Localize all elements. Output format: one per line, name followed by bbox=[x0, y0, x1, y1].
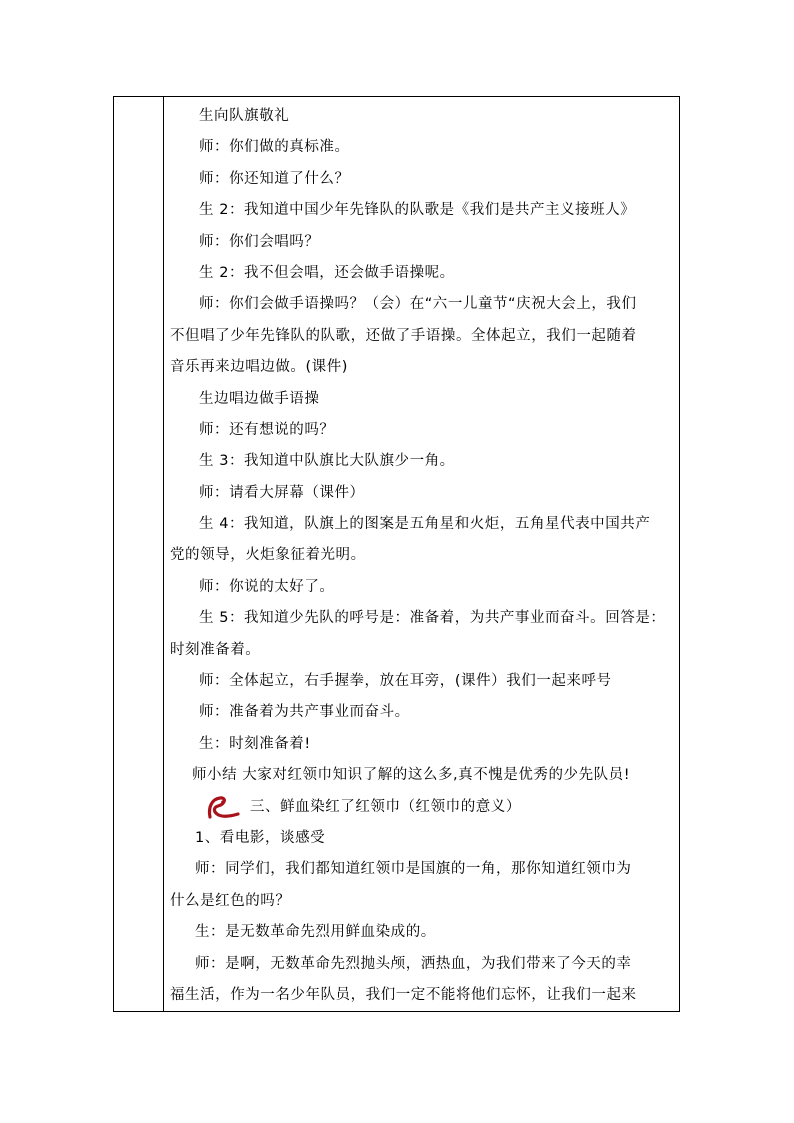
text-line: 什么是红色的吗？ bbox=[170, 892, 291, 909]
text-line: 师：准备着为共产事业而奋斗。 bbox=[199, 704, 410, 721]
text-line: 师：还有想说的吗？ bbox=[199, 421, 335, 438]
text-line: 生向队旗敬礼 bbox=[199, 108, 290, 124]
text-line: 福生活，作为一名少年队员，我们一定不能将他们忘怀，让我们一起来 bbox=[170, 986, 637, 1003]
text-line: 生边唱边做手语操 bbox=[199, 390, 320, 407]
text-line: 师：你们做的真标准。 bbox=[199, 139, 350, 156]
text-line: 师：你们会做手语操吗？（会）在“六一儿童节“庆祝大会上，我们 bbox=[199, 296, 637, 313]
text-line: 生 2：我不但会唱，还会做手语操呢。 bbox=[199, 264, 455, 281]
text-line: 音乐再来边唱边做。(课件) bbox=[170, 359, 348, 376]
section-heading-row bbox=[170, 792, 673, 823]
text-line: 生：是无数革命先烈用鲜血染成的。 bbox=[195, 924, 436, 941]
summary-line: 师小结 大家对红领巾知识了解的这么多,真不愧是优秀的少先队员! bbox=[192, 767, 631, 784]
text-line: 1、看电影，谈感受 bbox=[195, 829, 326, 846]
text-line: 党的领导，火炬象征着光明。 bbox=[170, 547, 366, 564]
text-line: 师：是啊，无数革命先烈抛头颅，洒热血，为我们带来了今天的幸 bbox=[195, 955, 632, 972]
text-line: 师：你还知道了什么？ bbox=[199, 170, 350, 187]
text-line: 生 2：我知道中国少年先锋队的队歌是《我们是共产主义接班人》 bbox=[199, 202, 636, 219]
text-line: 时刻准备着。 bbox=[170, 641, 261, 658]
text-line: 生 4：我知道，队旗上的图案是五角星和火炬，五角星代表中国共产 bbox=[199, 516, 651, 533]
text-line: 师：全体起立，右手握拳，放在耳旁，(课件）我们一起来呼号 bbox=[199, 673, 612, 690]
text-line: 生 3：我知道中队旗比大队旗少一角。 bbox=[199, 453, 455, 470]
text-line: 生：时刻准备着! bbox=[199, 735, 311, 752]
text-line: 师：同学们，我们都知道红领巾是国旗的一角，那你知道红领巾为 bbox=[195, 861, 632, 878]
text-line: 不但唱了少年先锋队的队歌，还做了手语操。全体起立，我们一起随着 bbox=[170, 327, 637, 344]
lesson-table bbox=[113, 96, 680, 1012]
text-line: 师：你们会唱吗？ bbox=[199, 233, 320, 250]
red-calligraphy-flourish-icon bbox=[204, 793, 244, 821]
lesson-content-cell bbox=[164, 97, 679, 1011]
text-line: 师：你说的太好了。 bbox=[199, 578, 335, 595]
text-line: 师：请看大屏幕（课件） bbox=[199, 484, 365, 501]
section-heading: 三、鲜血染红了红领巾（红领巾的意义） bbox=[250, 798, 521, 815]
text-line: 生 5：我知道少先队的呼号是：准备着，为共产事业而奋斗。回答是： bbox=[199, 610, 666, 627]
